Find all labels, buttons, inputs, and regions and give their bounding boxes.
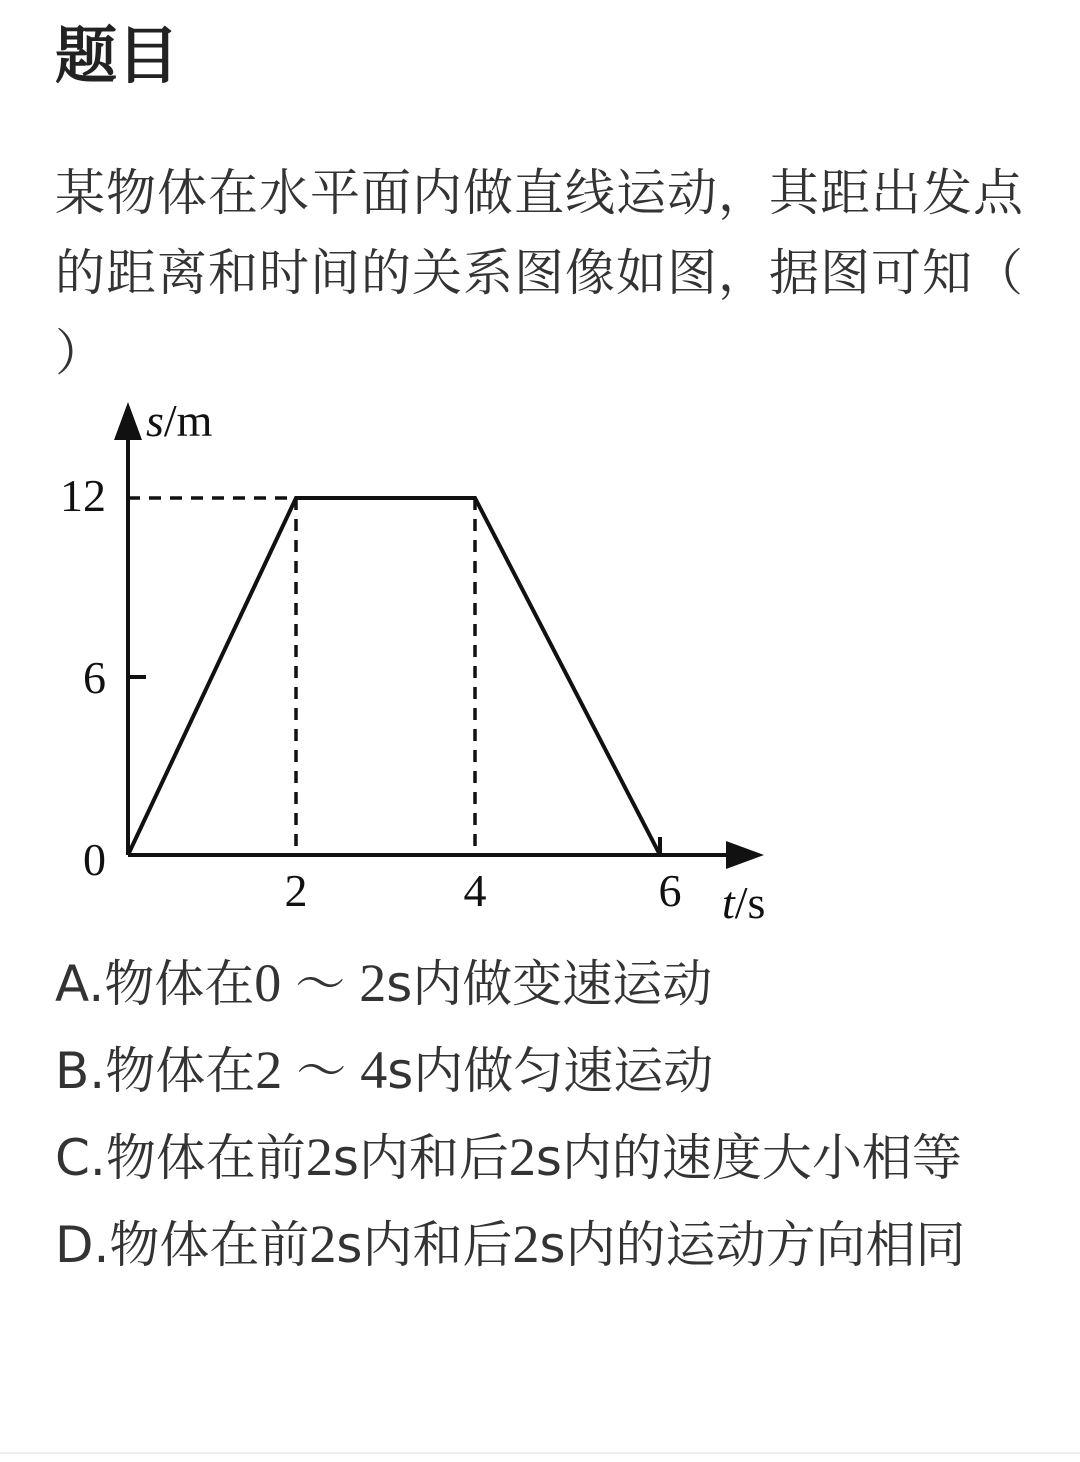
x-tick-label-4: 4 <box>463 865 487 916</box>
y-tick-label-6: 6 <box>83 652 106 703</box>
option-d-text-1: 物体在前 <box>109 1216 310 1274</box>
option-d-text-2: s内和后 <box>336 1216 513 1274</box>
option-c[interactable] <box>55 1114 1040 1201</box>
option-a-tilde: ～ <box>295 956 346 1012</box>
page-title: 题目 <box>55 19 180 92</box>
x-axis-arrow-icon <box>726 841 764 869</box>
option-b[interactable] <box>55 1027 1040 1114</box>
bottom-divider <box>0 1452 1080 1454</box>
y-tick-label-12: 12 <box>60 470 106 521</box>
option-b-letter: B. <box>55 1042 106 1100</box>
option-a-letter: A. <box>55 955 105 1013</box>
option-d-num-2: 2 <box>512 1214 540 1274</box>
origin-label: 0 <box>83 834 106 885</box>
option-a-text-1: 物体在 <box>104 955 255 1013</box>
option-b-text-2: s内做匀速运动 <box>387 1042 714 1100</box>
question-stem: 某物体在水平面内做直线运动，其距出发点的距离和时间的关系图像如图，据图可知（ ） <box>55 164 1024 382</box>
x-tick-label-2: 2 <box>284 865 308 916</box>
option-d[interactable] <box>55 1201 1040 1288</box>
option-c-letter: C. <box>55 1129 106 1187</box>
option-d-letter: D. <box>55 1216 110 1274</box>
option-c-num-2: 2 <box>508 1127 536 1187</box>
option-a[interactable] <box>55 940 1040 1027</box>
option-a-num-1: 0 <box>254 953 282 1013</box>
option-c-text-3: s内的速度大小相等 <box>535 1129 962 1187</box>
option-a-text-2: s内做变速运动 <box>386 955 713 1013</box>
y-axis-arrow-icon <box>114 402 142 440</box>
x-axis-label: t/s <box>722 877 766 928</box>
option-d-text-3: s内的运动方向相同 <box>539 1216 966 1274</box>
x-tick-label-6: 6 <box>658 865 682 916</box>
option-b-text-1: 物体在 <box>105 1042 256 1100</box>
option-a-num-2: 2 <box>359 953 387 1013</box>
answer-options <box>55 940 1040 1288</box>
option-c-num-1: 2 <box>305 1127 333 1187</box>
option-d-num-1: 2 <box>309 1214 337 1274</box>
option-b-tilde: ～ <box>296 1043 347 1099</box>
y-axis-label: s/m <box>146 395 213 446</box>
option-b-num-1: 2 <box>255 1040 283 1100</box>
option-c-text-2: s内和后 <box>332 1129 509 1187</box>
distance-time-graph-line <box>128 498 660 855</box>
option-c-text-1: 物体在前 <box>105 1129 306 1187</box>
st-graph-figure <box>40 392 800 936</box>
option-b-num-2: 4 <box>360 1040 388 1100</box>
